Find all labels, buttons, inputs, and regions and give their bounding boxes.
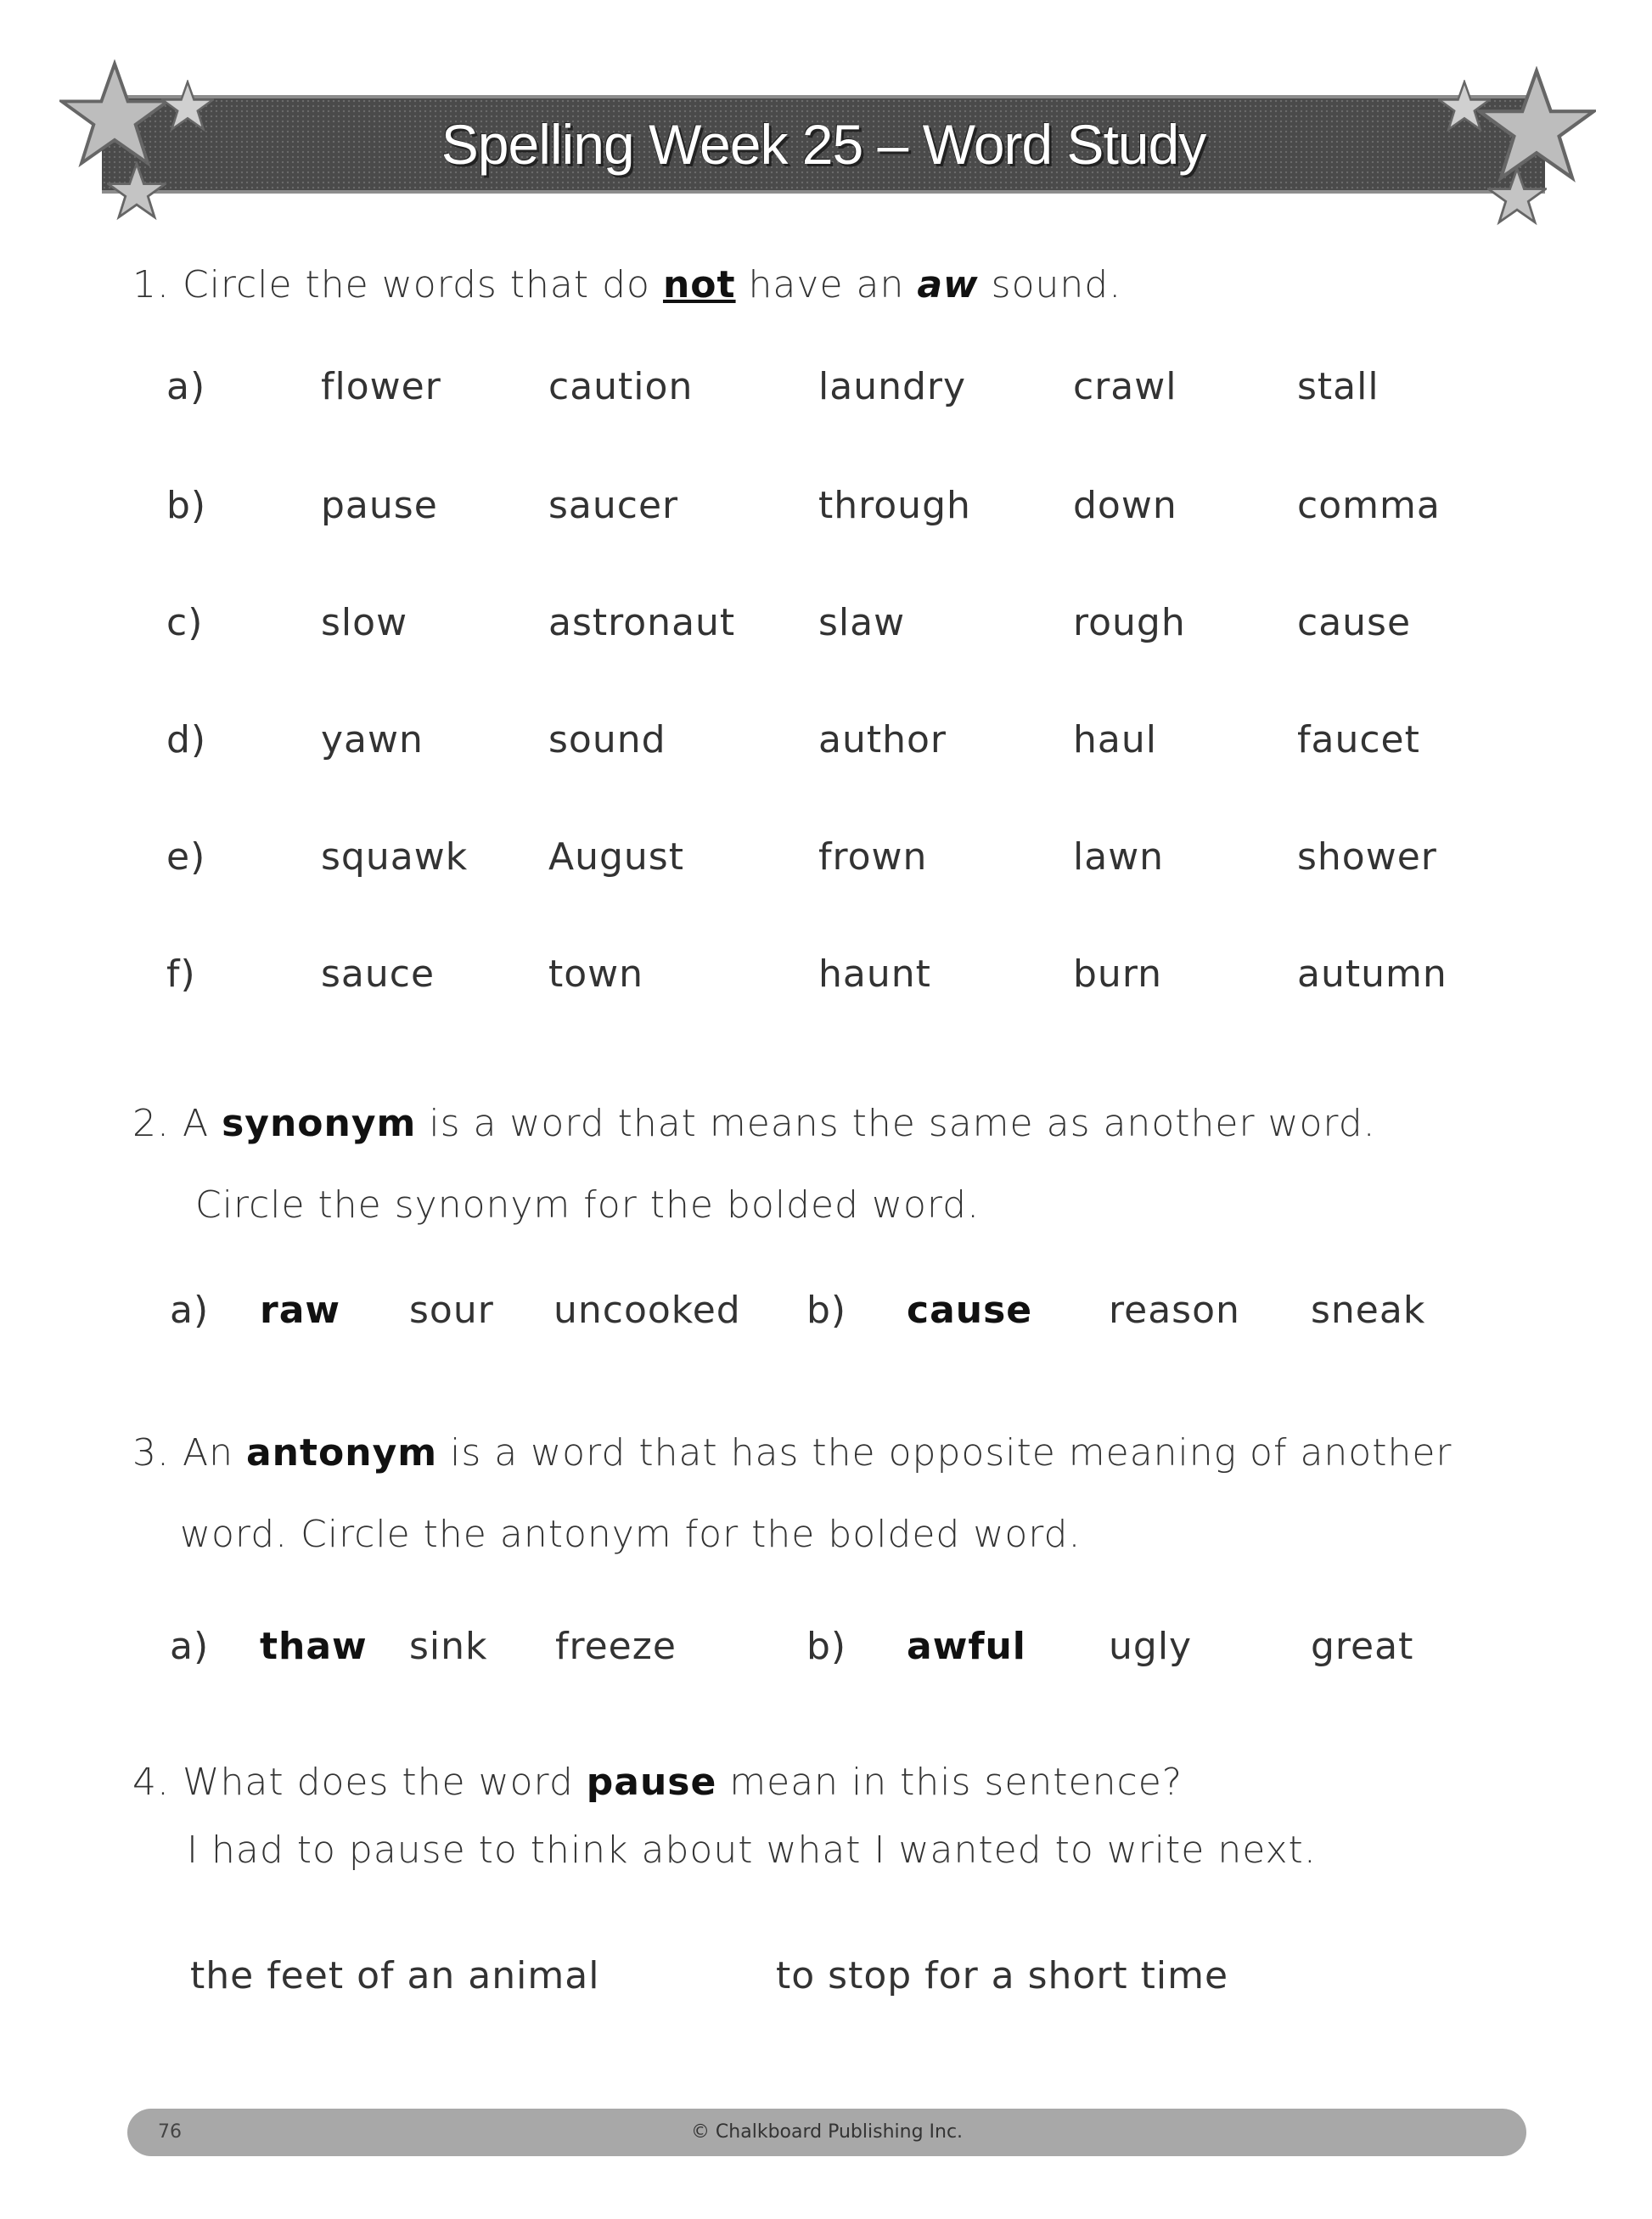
word-choice[interactable]: great [1311, 1625, 1414, 1668]
page-number: 76 [158, 2121, 182, 2143]
prompt-text: sound. [978, 263, 1122, 306]
word-choice[interactable]: haul [1073, 718, 1157, 761]
row-label: e) [166, 835, 206, 879]
word-choice[interactable]: cause [1297, 601, 1412, 644]
word-choice[interactable]: shower [1297, 835, 1437, 879]
bolded-word: raw [260, 1289, 341, 1332]
word-choice[interactable]: August [548, 835, 684, 879]
question-number: 3. [132, 1431, 170, 1475]
word-choice[interactable]: sneak [1311, 1289, 1426, 1332]
prompt-text: have an [735, 263, 918, 306]
word-choice[interactable]: yawn [321, 718, 424, 761]
copyright-notice: © Chalkboard Publishing Inc. [690, 2121, 964, 2143]
row-label: b) [166, 484, 207, 527]
word-choice[interactable]: ugly [1109, 1625, 1193, 1668]
bolded-word: awful [907, 1625, 1026, 1668]
page-title: Spelling Week 25 – Word Study [441, 113, 1206, 176]
word-choice[interactable]: faucet [1297, 718, 1420, 761]
term-antonym: antonym [245, 1431, 438, 1475]
word-choice[interactable]: sink [409, 1625, 488, 1668]
question-number: 1. [132, 263, 170, 306]
word-choice[interactable]: flower [321, 365, 441, 408]
word-choice[interactable]: reason [1109, 1289, 1240, 1332]
bolded-word: thaw [260, 1625, 368, 1668]
prompt-text: Circle the words that do [182, 263, 663, 306]
word-choice[interactable]: saucer [548, 484, 679, 527]
star-icon [1438, 80, 1491, 132]
word-choice[interactable]: autumn [1297, 952, 1447, 996]
word-choice[interactable]: slaw [818, 601, 906, 644]
row-label: d) [166, 718, 207, 761]
word-choice[interactable]: astronaut [548, 601, 736, 644]
word-choice[interactable]: caution [548, 365, 694, 408]
term-pause: pause [586, 1761, 717, 1804]
star-icon [59, 59, 170, 170]
word-choice[interactable]: sour [409, 1289, 494, 1332]
word-choice[interactable]: author [818, 718, 947, 761]
word-choice[interactable]: down [1073, 484, 1177, 527]
question-number: 2. [132, 1102, 170, 1145]
word-choice[interactable]: sauce [321, 952, 435, 996]
word-choice[interactable]: town [548, 952, 644, 996]
row-label: c) [166, 601, 204, 644]
word-choice[interactable]: through [818, 484, 971, 527]
prompt-text: is a word that means the same as another word. [416, 1102, 1376, 1145]
title-banner [102, 95, 1545, 194]
prompt-text: What does the word [182, 1761, 587, 1804]
word-choice[interactable]: slow [321, 601, 408, 644]
part-label: b) [806, 1289, 847, 1332]
page-footer [127, 2109, 1526, 2156]
row-label: a) [166, 365, 206, 408]
word-choice[interactable]: sound [548, 718, 666, 761]
prompt-text: mean in this sentence? [716, 1761, 1183, 1804]
word-choice[interactable]: haunt [818, 952, 931, 996]
question-3-prompt [132, 1431, 1453, 1475]
prompt-text: is a word that has the opposite meaning of another [437, 1431, 1453, 1475]
part-label: a) [170, 1289, 210, 1332]
row-label: f) [166, 952, 196, 996]
part-label: a) [170, 1625, 210, 1668]
emphasis-not: not [662, 263, 736, 306]
star-icon [107, 161, 166, 221]
word-choice[interactable]: pause [321, 484, 438, 527]
emphasis-aw: aw [917, 263, 979, 306]
question-2-prompt [132, 1102, 1376, 1145]
bolded-word: cause [907, 1289, 1033, 1332]
prompt-text: A [182, 1102, 222, 1145]
word-choice[interactable]: stall [1297, 365, 1379, 408]
question-number: 4. [132, 1761, 170, 1804]
word-choice[interactable]: comma [1297, 484, 1441, 527]
word-choice[interactable]: burn [1073, 952, 1163, 996]
word-choice[interactable]: freeze [555, 1625, 677, 1668]
answer-choice[interactable]: the feet of an animal [190, 1954, 600, 1997]
star-icon [1487, 166, 1547, 226]
word-choice[interactable]: frown [818, 835, 928, 879]
example-sentence: I had to pause to think about what I wanted to write next. [187, 1829, 1317, 1872]
term-synonym: synonym [222, 1102, 417, 1145]
question-3-instruction: word. Circle the antonym for the bolded word. [180, 1513, 1082, 1556]
answer-choice[interactable]: to stop for a short time [776, 1954, 1229, 1997]
word-choice[interactable]: laundry [818, 365, 967, 408]
question-2-instruction: Circle the synonym for the bolded word. [195, 1183, 981, 1227]
prompt-text: An [182, 1431, 246, 1475]
question-4-prompt [132, 1761, 1183, 1804]
word-choice[interactable]: rough [1073, 601, 1186, 644]
word-choice[interactable]: uncooked [553, 1289, 741, 1332]
word-choice[interactable]: crawl [1073, 365, 1177, 408]
word-choice[interactable]: lawn [1073, 835, 1165, 879]
star-icon [161, 80, 214, 132]
word-choice[interactable]: squawk [321, 835, 469, 879]
question-1-prompt [132, 263, 1121, 306]
part-label: b) [806, 1625, 847, 1668]
